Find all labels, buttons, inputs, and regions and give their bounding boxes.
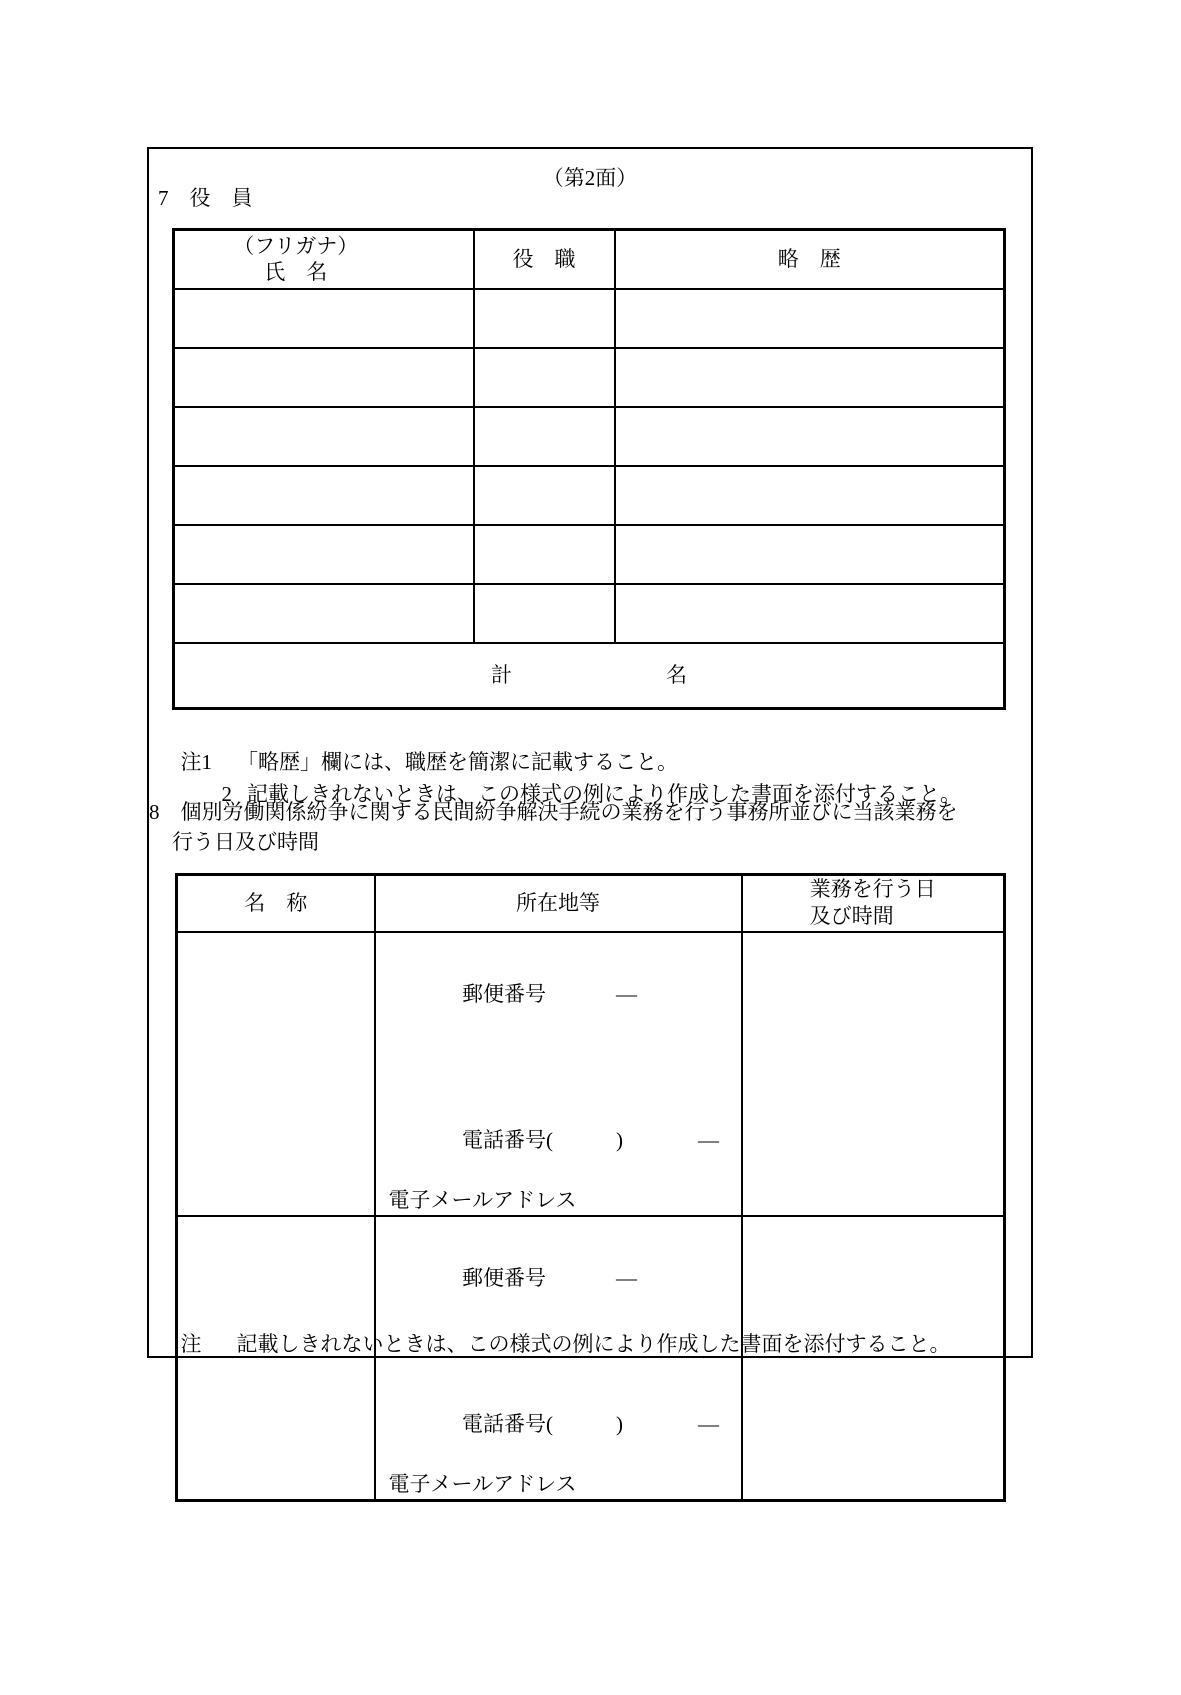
- total-label: 計: [491, 663, 512, 688]
- officer-name-cell: [174, 584, 474, 643]
- phone-number-label: 電話番号( ): [462, 1411, 623, 1436]
- officer-career-cell: [615, 466, 1005, 525]
- section7-heading: 7 役 員: [158, 186, 253, 210]
- email-address-label: 電子メールアドレス: [388, 1471, 577, 1496]
- officer-row: [174, 348, 1005, 407]
- postal-code-dash: ―: [616, 981, 637, 1006]
- officers-table: [172, 228, 1006, 710]
- officer-career-cell: [615, 289, 1005, 348]
- section8-note: [149, 1304, 951, 1385]
- note-text: 記載しきれないときは、この様式の例により作成した書面を添付すること。: [236, 1332, 951, 1356]
- phone-number-line: [389, 1095, 741, 1185]
- officer-name-cell: [174, 525, 474, 584]
- office-location-cell: [375, 932, 742, 1216]
- officer-row: [174, 584, 1005, 643]
- officer-name-cell: [174, 289, 474, 348]
- note-label: 注: [180, 1332, 202, 1356]
- location-column-header: 所在地等: [375, 875, 742, 932]
- officer-career-cell: [615, 584, 1005, 643]
- schedule-label-line2: 及び時間: [809, 904, 894, 929]
- section8-heading-line1: 8 個別労働関係紛争に関する民間紛争解決手続の業務を行う事務所並びに当該業務を: [149, 800, 958, 824]
- note-text: 「略歴」欄には、職歴を簡潔に記載すること。: [237, 750, 678, 774]
- form-sheet: [147, 147, 1033, 1496]
- phone-number-dash: ―: [698, 1411, 719, 1436]
- page-title: （第2面）: [542, 166, 638, 190]
- offices-table-header-row: [177, 875, 1005, 932]
- officer-row: [174, 289, 1005, 348]
- office-row: [177, 932, 1005, 1216]
- email-address-label: 電子メールアドレス: [388, 1187, 577, 1212]
- officer-position-cell: [474, 584, 615, 643]
- officer-career-cell: [615, 348, 1005, 407]
- officer-position-cell: [474, 289, 615, 348]
- total-unit-label: 名: [666, 663, 687, 688]
- furigana-label: （フリガナ）: [233, 234, 359, 259]
- officer-position-cell: [474, 466, 615, 525]
- schedule-label-line1: 業務を行う日: [809, 877, 936, 902]
- postal-code-label: 郵便番号: [462, 1265, 546, 1290]
- note-label: 2: [221, 782, 232, 806]
- office-name-column-header: 名 称: [177, 875, 375, 932]
- officer-career-cell: [615, 407, 1005, 466]
- phone-number-label: 電話番号( ): [462, 1127, 623, 1152]
- postal-code-label: 郵便番号: [462, 981, 546, 1006]
- furigana-name-column-header: [174, 230, 474, 289]
- name-label: 氏 名: [264, 260, 328, 285]
- postal-code-dash: ―: [616, 1265, 637, 1290]
- officer-career-cell: [615, 525, 1005, 584]
- note-text: 記載しきれないときは、この様式の例により作成した書面を添付すること。: [247, 782, 961, 806]
- officer-name-cell: [174, 348, 474, 407]
- note-label: 注1: [180, 750, 212, 774]
- officer-position-cell: [474, 525, 615, 584]
- total-row: [174, 643, 1005, 709]
- officer-row: [174, 407, 1005, 466]
- officer-position-cell: [474, 348, 615, 407]
- section8-heading-line2: 行う日及び時間: [172, 830, 319, 854]
- officer-row: [174, 466, 1005, 525]
- career-column-header: 略 歴: [615, 230, 1005, 289]
- officer-position-cell: [474, 407, 615, 466]
- total-cell: [174, 643, 1005, 709]
- officer-name-cell: [174, 407, 474, 466]
- office-name-cell: [177, 932, 375, 1216]
- position-column-header: 役 職: [474, 230, 615, 289]
- officer-row: [174, 525, 1005, 584]
- offices-table: [175, 873, 1006, 1502]
- phone-number-line: [389, 1379, 741, 1469]
- postal-code-line: [389, 949, 741, 1039]
- office-schedule-cell: [742, 932, 1005, 1216]
- schedule-column-header: [742, 875, 1005, 932]
- phone-number-dash: ―: [698, 1127, 719, 1152]
- officer-name-cell: [174, 466, 474, 525]
- officers-table-header-row: [174, 230, 1005, 289]
